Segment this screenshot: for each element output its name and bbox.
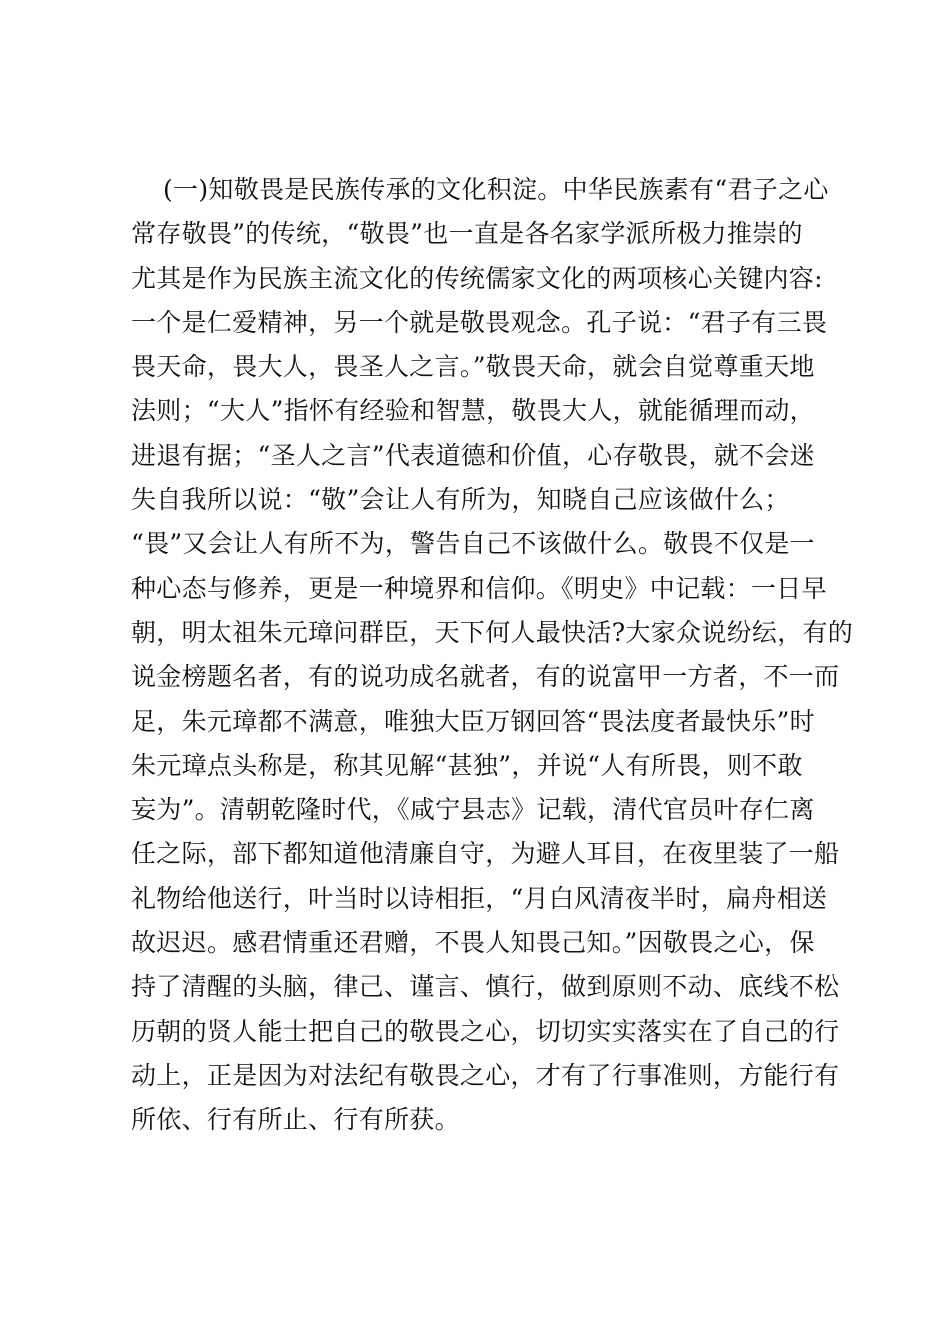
text-line: 持了清醒的头脑，律己、谨言、慎行，做到原则不动、底线不松 xyxy=(131,972,840,1002)
text-line: 尤其是作为民族主流文化的传统儒家文化的两项核心关键内容: xyxy=(131,263,823,293)
text-line: 法则；“大人”指怀有经验和智慧，敬畏大人，就能循理而动， xyxy=(131,396,815,426)
text-line: 妄为”。清朝乾隆时代，《咸宁县志》记载，清代官员叶存仁离 xyxy=(131,795,815,825)
text-line: 足，朱元璋都不满意，唯独大臣万钢回答“畏法度者最快乐”时 xyxy=(131,706,815,736)
text-line: 进退有据；“圣人之言”代表道德和价值，心存敬畏，就不会迷 xyxy=(131,440,815,470)
text-line: 故迟迟。感君情重还君赠，不畏人知畏己知。”因敬畏之心，保 xyxy=(131,928,815,958)
text-line: “畏”又会让人有所不为，警告自己不该做什么。敬畏不仅是一 xyxy=(131,529,815,559)
text-line: 动上，正是因为对法纪有敬畏之心，才有了行事准则，方能行有 xyxy=(131,1060,840,1090)
body-paragraph xyxy=(131,168,854,1143)
text-line: 常存敬畏”的传统，“敬畏”也一直是各名家学派所极力推崇的 xyxy=(131,219,803,249)
text-line: 历朝的贤人能士把自己的敬畏之心，切切实实落实在了自己的行 xyxy=(131,1016,840,1046)
text-line: 朝，明太祖朱元璋问群臣，天下何人最快活?大家众说纷纭，有的 xyxy=(131,617,854,647)
text-line: 种心态与修养，更是一种境界和信仰。《明史》中记载：一日早 xyxy=(131,573,827,603)
text-line: 失自我所以说：“敬”会让人有所为，知晓自己应该做什么； xyxy=(131,485,790,515)
text-line: 朱元璋点头称是，称其见解“甚独”，并说“人有所畏，则不敢 xyxy=(131,750,803,780)
text-line: 任之际，部下都知道他清廉自守，为避人耳目，在夜里装了一船 xyxy=(131,839,840,869)
text-line: 一个是仁爱精神，另一个就是敬畏观念。孔子说：“君子有三畏 xyxy=(131,307,828,337)
text-line: 说金榜题名者，有的说功成名就者，有的说富甲一方者，不一而 xyxy=(131,662,840,692)
text-line: 礼物给他送行，叶当时以诗相拒，“月白风清夜半时，扁舟相送 xyxy=(131,883,828,913)
text-line: 畏天命，畏大人，畏圣人之言。”敬畏天命，就会自觉尊重天地 xyxy=(131,352,815,382)
text-line: (一)知敬畏是民族传承的文化积淀。中华民族素有“君子之心 xyxy=(163,175,829,204)
text-line: 所依、行有所止、行有所获。 xyxy=(131,1105,460,1135)
